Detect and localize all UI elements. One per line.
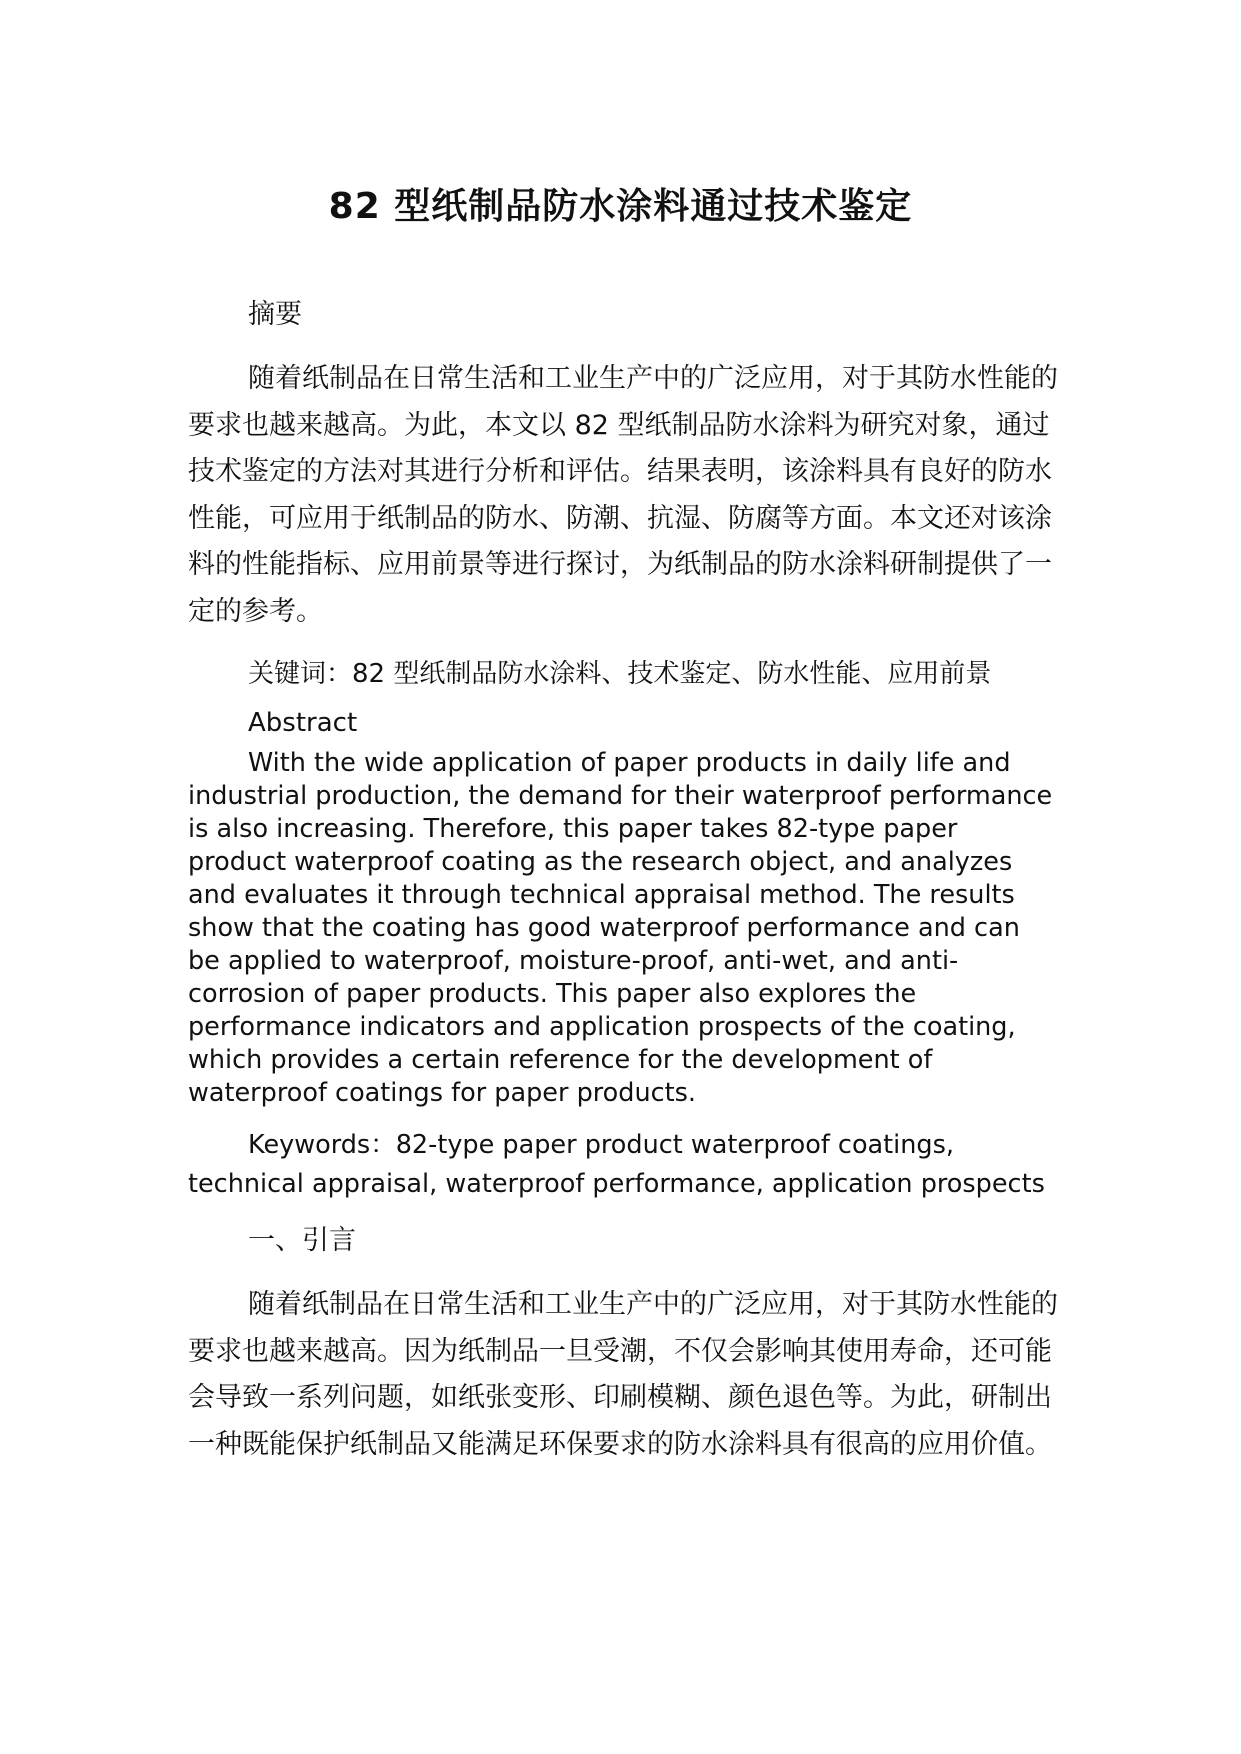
- abstract-zh-heading: 摘要: [248, 299, 302, 330]
- section-introduction-paragraph: 随着纸制品在日常生活和工业生产中的广泛应用，对于其防水性能的要求也越来越高。因为纸制品一旦受潮，不仅会影响其使用寿命，还可能会导致一系列问题，如纸张变形、印刷模糊、颜色退色等。为此，研制出一种既能保护纸制品又能满足环保要求的防水涂料具有很高的应用价值。: [188, 1289, 1058, 1460]
- keywords-zh: 关键词：82 型纸制品防水涂料、技术鉴定、防水性能、应用前景: [248, 659, 992, 689]
- keywords-en: Keywords：82-type paper product waterproof coatings, technical appraisal, waterproof performance, application prospects: [188, 1130, 1045, 1199]
- section-introduction-heading: 一、引言: [248, 1225, 356, 1256]
- document-title: 82 型纸制品防水涂料通过技术鉴定: [328, 186, 913, 227]
- abstract-en-paragraph: With the wide application of paper products in daily life and industrial production, the demand for their waterproof performance is also increasing. Therefore, this paper takes 82-type paper product waterproof coating as the research object, and analyzes and evaluates it through technical appraisal method. The results show that the coating has good waterproof performance and can be applied to waterproof, moisture-proof, anti-wet, and anti-corrosion of paper products. This paper also explores the performance indicators and application prospects of the coating, which provides a certain reference for the development of waterproof coatings for paper products.: [188, 748, 1053, 1108]
- abstract-en-heading: Abstract: [248, 708, 358, 738]
- abstract-zh-paragraph: 随着纸制品在日常生活和工业生产中的广泛应用，对于其防水性能的要求也越来越高。为此，本文以 82 型纸制品防水涂料为研究对象，通过技术鉴定的方法对其进行分析和评估。结果表明，该涂料具有良好的防水性能，可应用于纸制品的防水、防潮、抗湿、防腐等方面。本文还对该涂料的性能指标、应用前景等进行探讨，为纸制品的防水涂料研制提供了一定的参考。: [188, 363, 1058, 627]
- document-body: [188, 292, 1058, 1484]
